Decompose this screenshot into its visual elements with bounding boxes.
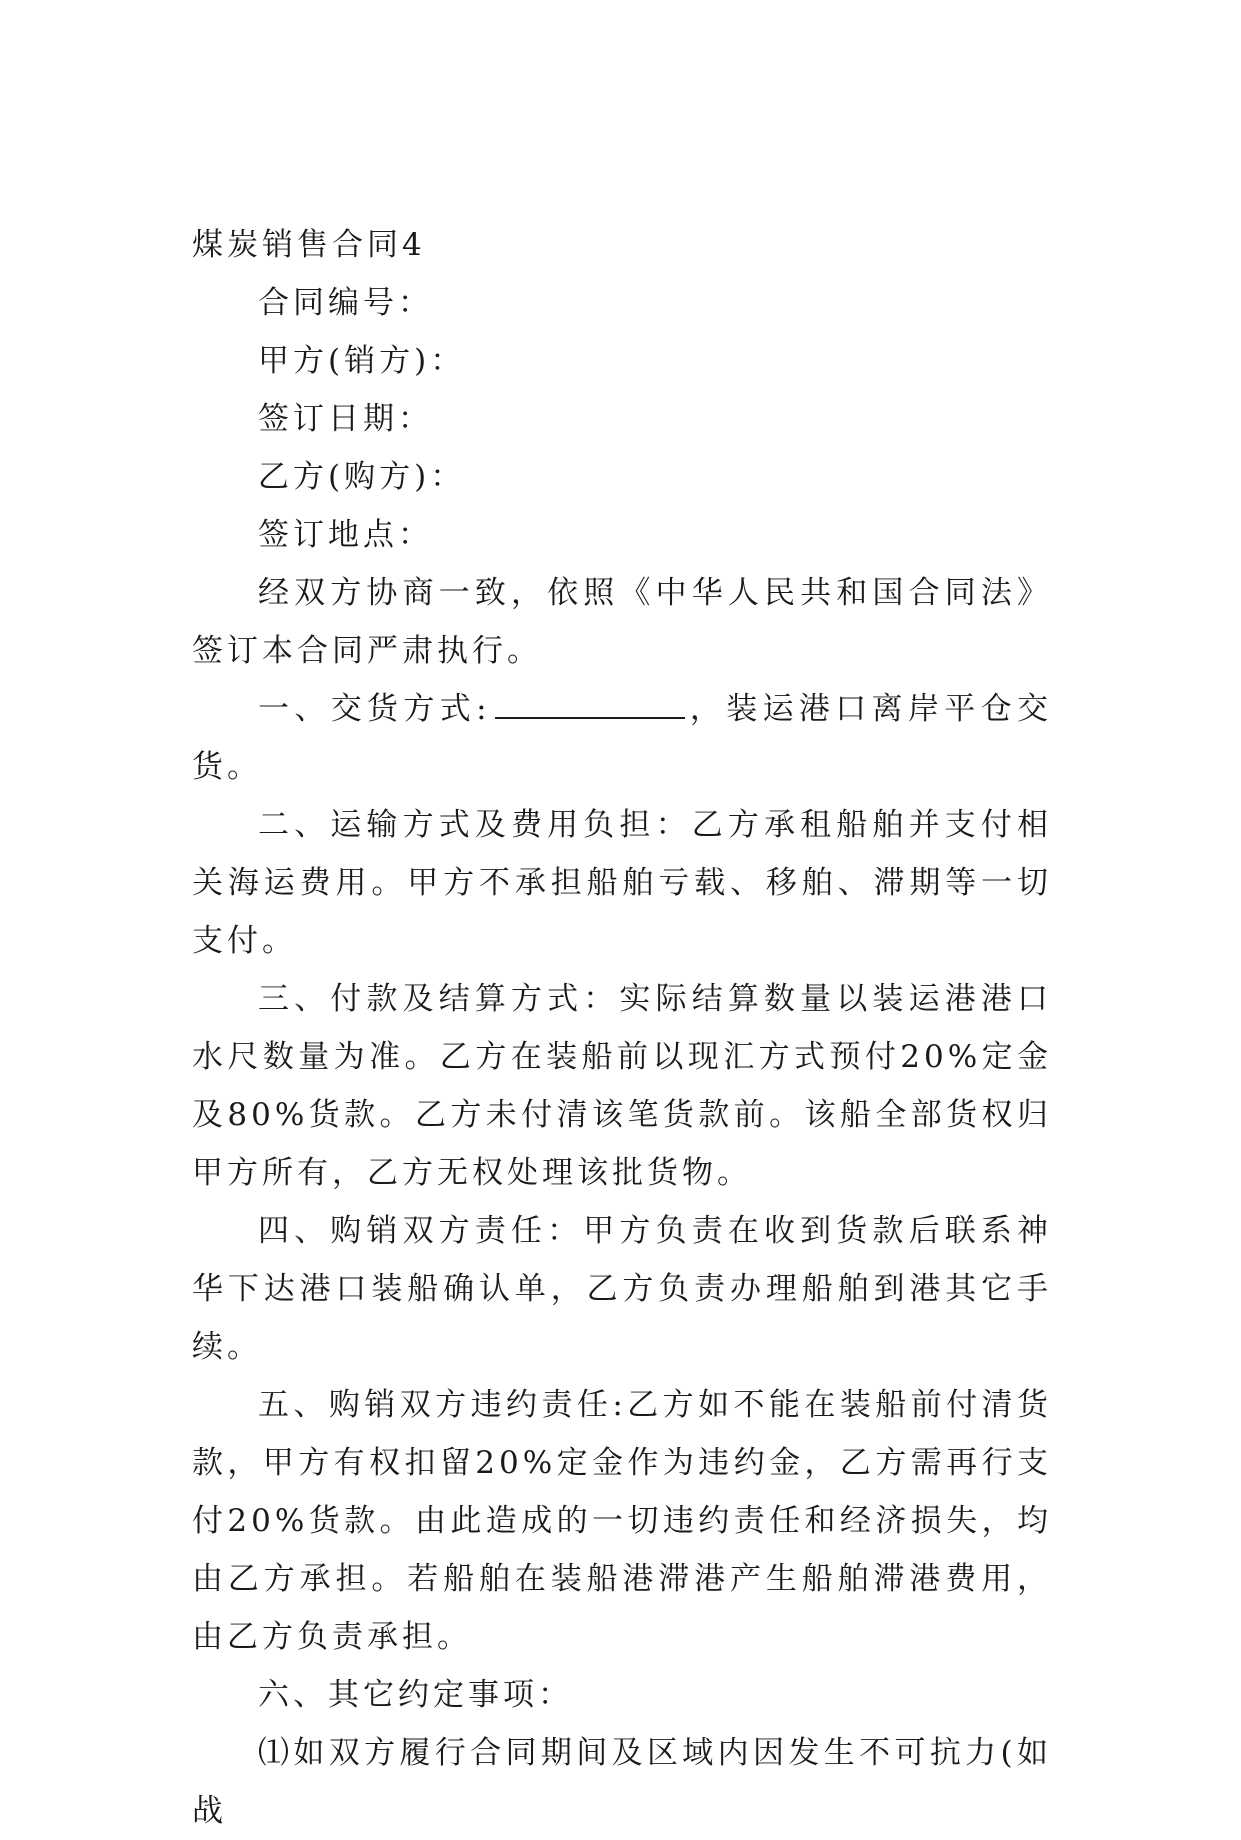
field-sign-place: 签订地点： bbox=[258, 517, 433, 553]
clause-breach: 五、购销双方违约责任:乙方如不能在装船前付清货款，甲方有权扣留20%定金作为违约金，乙方需再行支付20%货款。由此造成的一切违约责任和经济损失，均由乙方承担。若船舶在装船港滞港产生船舶滞港费用，由乙方负责承担。 bbox=[192, 1387, 1052, 1655]
field-contract-no: 合同编号： bbox=[258, 285, 433, 321]
delivery-method-blank bbox=[495, 693, 685, 719]
clause-payment: 三、付款及结算方式：实际结算数量以装运港港口水尺数量为准。乙方在装船前以现汇方式预付20%定金及80%货款。乙方未付清该笔货款前。该船全部货权归甲方所有，乙方无权处理该批货物。 bbox=[192, 981, 1052, 1191]
clause-delivery-text: ，装运港口离岸平仓交货。 bbox=[192, 691, 1052, 785]
clause-delivery-label: 一、交货方式: bbox=[258, 691, 491, 727]
field-party-a: 甲方(销方)： bbox=[258, 343, 466, 379]
document-body bbox=[192, 216, 1052, 1840]
clause-transport: 二、运输方式及费用负担：乙方承租船舶并支付相关海运费用。甲方不承担船舶亏载、移舶、滞期等一切支付。 bbox=[192, 807, 1052, 959]
clause-other: 六、其它约定事项： bbox=[258, 1677, 573, 1713]
document-title: 煤炭销售合同4 bbox=[192, 227, 426, 263]
intro-paragraph: 经双方协商一致，依照《中华人民共和国合同法》签订本合同严肃执行。 bbox=[192, 575, 1052, 669]
clause-responsibility: 四、购销双方责任：甲方负责在收到货款后联系神华下达港口装船确认单，乙方负责办理船舶到港其它手续。 bbox=[192, 1213, 1052, 1365]
clause-other-item-1: ⑴如双方履行合同期间及区域内因发生不可抗力(如战 bbox=[192, 1735, 1052, 1829]
field-party-b: 乙方(购方)： bbox=[258, 459, 466, 495]
clause-delivery bbox=[192, 680, 1052, 796]
field-sign-date: 签订日期： bbox=[258, 401, 433, 437]
